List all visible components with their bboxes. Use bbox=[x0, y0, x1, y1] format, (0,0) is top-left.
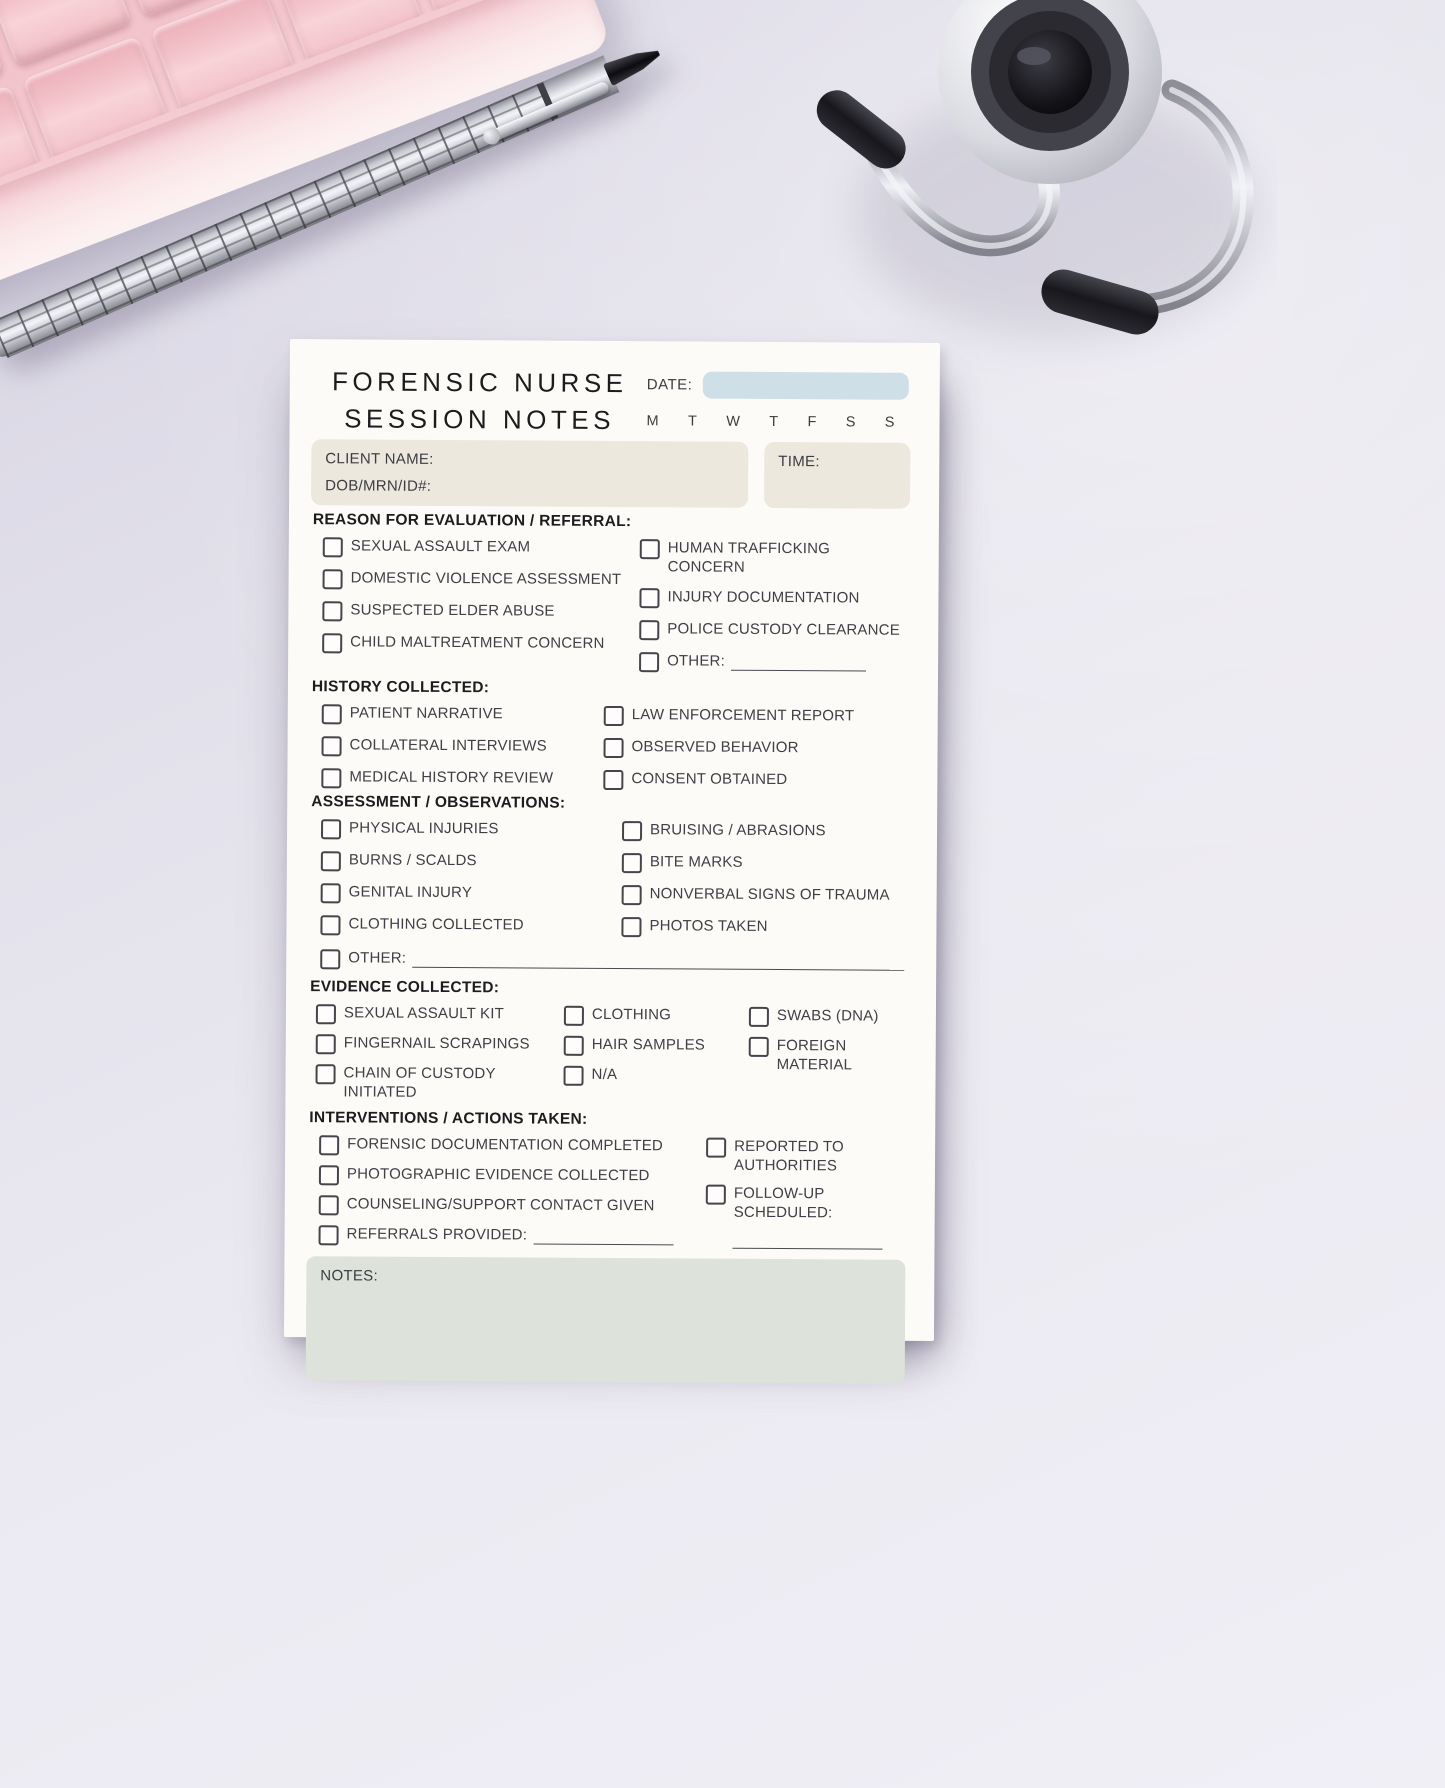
checkbox-label: HUMAN TRAFFICKING CONCERN bbox=[667, 539, 831, 576]
section-evidence bbox=[309, 978, 908, 1105]
client-info-box[interactable] bbox=[311, 439, 748, 508]
write-line[interactable] bbox=[412, 953, 904, 971]
checkbox-label: GENITAL INJURY bbox=[348, 883, 473, 902]
checkbox-label: MEDICAL HISTORY REVIEW bbox=[349, 768, 554, 787]
checkbox[interactable] bbox=[706, 1185, 726, 1205]
title-line-2: SESSION NOTES bbox=[344, 403, 616, 436]
checkbox[interactable] bbox=[639, 588, 659, 608]
time-box[interactable] bbox=[764, 442, 910, 509]
checkbox-label: PHOTOGRAPHIC EVIDENCE COLLECTED bbox=[346, 1165, 650, 1185]
checklist-column bbox=[706, 1137, 908, 1250]
checkbox-item bbox=[321, 882, 622, 905]
client-info-row bbox=[311, 439, 910, 509]
keyboard bbox=[0, 0, 612, 307]
checkbox-item bbox=[322, 735, 604, 758]
checkbox-item bbox=[622, 820, 909, 843]
checkbox-item bbox=[706, 1137, 907, 1176]
checkbox-item bbox=[621, 916, 908, 939]
checkbox[interactable] bbox=[316, 1064, 336, 1084]
checkbox-label: CLOTHING COLLECTED bbox=[348, 915, 524, 934]
checkbox-label: NONVERBAL SIGNS OF TRAUMA bbox=[649, 885, 890, 904]
checkbox[interactable] bbox=[316, 1034, 336, 1054]
date-input[interactable] bbox=[702, 372, 908, 400]
checkbox-label: DOMESTIC VIOLENCE ASSESSMENT bbox=[350, 569, 622, 589]
weekday-option-sat[interactable]: S bbox=[845, 414, 856, 431]
checkbox[interactable] bbox=[706, 1138, 726, 1158]
checkbox-label: PATIENT NARRATIVE bbox=[349, 704, 503, 723]
checkbox-item bbox=[639, 651, 910, 674]
checkbox[interactable] bbox=[322, 736, 342, 756]
checklist-column bbox=[315, 1003, 564, 1103]
checklist-column bbox=[603, 705, 910, 792]
weekday-option-mon[interactable]: M bbox=[646, 413, 659, 430]
checkbox[interactable] bbox=[321, 851, 341, 871]
title-line-1: FORENSIC NURSE bbox=[331, 366, 628, 399]
checkbox-item bbox=[322, 600, 639, 623]
checkbox-item bbox=[321, 767, 603, 790]
checkbox-item bbox=[604, 737, 910, 760]
weekday-selector bbox=[647, 413, 895, 431]
checkbox[interactable] bbox=[563, 1066, 583, 1086]
checkbox-item bbox=[316, 1033, 564, 1056]
checkbox[interactable] bbox=[321, 768, 341, 788]
checkbox-item bbox=[323, 536, 640, 559]
checkbox-item bbox=[622, 884, 909, 907]
checkbox-item bbox=[706, 1184, 907, 1223]
checkbox[interactable] bbox=[749, 1037, 769, 1057]
write-line[interactable] bbox=[533, 1230, 673, 1246]
checkbox-item bbox=[322, 703, 604, 726]
checkbox[interactable] bbox=[564, 1036, 584, 1056]
checkbox-label: LAW ENFORCEMENT REPORT bbox=[631, 706, 855, 725]
checkbox-label: CHILD MALTREATMENT CONCERN bbox=[350, 633, 605, 652]
checkbox[interactable] bbox=[320, 915, 340, 935]
pen-tip bbox=[603, 42, 664, 86]
checkbox-label: POLICE CUSTODY CLEARANCE bbox=[667, 620, 900, 639]
checkbox-label: FORENSIC DOCUMENTATION COMPLETED bbox=[347, 1135, 664, 1155]
checklist-column bbox=[320, 818, 622, 937]
checkbox-item bbox=[603, 769, 909, 792]
checkbox-item bbox=[319, 1134, 706, 1157]
checkbox[interactable] bbox=[322, 633, 342, 653]
checklist-column bbox=[319, 1134, 707, 1248]
checkbox[interactable] bbox=[639, 620, 659, 640]
checkbox-label: REPORTED TO AUTHORITIES bbox=[733, 1137, 844, 1175]
checkbox-item bbox=[320, 948, 908, 973]
checkbox-item bbox=[319, 1164, 706, 1187]
checkbox-item bbox=[639, 619, 910, 642]
weekday-option-tue[interactable]: T bbox=[687, 413, 697, 430]
checkbox-label: PHOTOS TAKEN bbox=[649, 917, 768, 935]
checkbox-label: SUSPECTED ELDER ABUSE bbox=[350, 601, 555, 620]
checkbox-label: FOREIGN MATERIAL bbox=[776, 1037, 853, 1074]
page-title bbox=[329, 363, 629, 439]
checkbox[interactable] bbox=[321, 819, 341, 839]
client-name-label: CLIENT NAME: bbox=[325, 450, 434, 468]
checkbox-label: FOLLOW-UP SCHEDULED: bbox=[733, 1184, 833, 1222]
checkbox-item bbox=[322, 632, 639, 655]
section-heading: EVIDENCE COLLECTED: bbox=[310, 978, 500, 997]
weekday-option-sun[interactable]: S bbox=[884, 414, 895, 431]
checkbox-item bbox=[563, 1065, 748, 1087]
checkbox[interactable] bbox=[639, 652, 659, 672]
checkbox[interactable] bbox=[322, 704, 342, 724]
time-label: TIME: bbox=[778, 453, 820, 471]
checkbox[interactable] bbox=[622, 885, 642, 905]
checkbox-label: PHYSICAL INJURIES bbox=[349, 819, 499, 838]
checkbox[interactable] bbox=[604, 706, 624, 726]
checkbox[interactable] bbox=[603, 770, 623, 790]
checkbox[interactable] bbox=[322, 601, 342, 621]
checkbox[interactable] bbox=[319, 1165, 339, 1185]
checkbox-item bbox=[564, 1035, 749, 1057]
checkbox[interactable] bbox=[604, 738, 624, 758]
checkbox[interactable] bbox=[321, 883, 341, 903]
client-id-label: DOB/MRN/ID#: bbox=[325, 477, 432, 495]
checkbox-label: OBSERVED BEHAVIOR bbox=[631, 738, 799, 757]
checkbox-item bbox=[604, 705, 910, 728]
checkbox-label: N/A bbox=[591, 1065, 618, 1084]
checkbox-label: CONSENT OBTAINED bbox=[631, 770, 788, 789]
section-heading: ASSESSMENT / OBSERVATIONS: bbox=[311, 793, 566, 812]
checkbox-item bbox=[316, 1003, 564, 1026]
checkbox-item bbox=[749, 1006, 908, 1028]
checkbox-item bbox=[639, 587, 910, 610]
write-line[interactable] bbox=[733, 1236, 883, 1250]
section-assessment bbox=[310, 793, 909, 973]
date-label: DATE: bbox=[646, 376, 693, 394]
stethoscope bbox=[772, 0, 1277, 385]
checkbox[interactable] bbox=[320, 949, 340, 969]
section-reason bbox=[312, 511, 911, 674]
checklist-full-row bbox=[310, 948, 908, 973]
checklist-column bbox=[748, 1006, 908, 1105]
checkbox[interactable] bbox=[564, 1006, 584, 1026]
checkbox-label: SWABS (DNA) bbox=[776, 1007, 879, 1025]
weekday-option-wed[interactable]: W bbox=[726, 413, 740, 430]
form-header bbox=[289, 339, 940, 443]
checkbox[interactable] bbox=[622, 853, 642, 873]
checkbox[interactable] bbox=[749, 1007, 769, 1027]
section-history bbox=[311, 678, 910, 792]
checkbox-item bbox=[749, 1036, 908, 1075]
checkbox[interactable] bbox=[319, 1225, 339, 1245]
checkbox-label: COUNSELING/SUPPORT CONTACT GIVEN bbox=[346, 1195, 655, 1215]
checkbox-label: CLOTHING bbox=[591, 1005, 672, 1024]
checkbox[interactable] bbox=[621, 917, 641, 937]
checkbox-item bbox=[319, 1194, 706, 1217]
checklist-column bbox=[321, 703, 604, 790]
checkbox-item bbox=[564, 1005, 749, 1027]
notes-area[interactable] bbox=[306, 1256, 906, 1384]
checkbox[interactable] bbox=[640, 539, 660, 559]
weekday-option-fri[interactable]: F bbox=[807, 414, 817, 431]
form-page bbox=[284, 339, 940, 1341]
checkbox-label: SEXUAL ASSAULT EXAM bbox=[350, 537, 531, 556]
checkbox[interactable] bbox=[323, 537, 343, 557]
checkbox-label: HAIR SAMPLES bbox=[591, 1035, 706, 1054]
checklist-column bbox=[322, 536, 640, 672]
checkbox-item bbox=[321, 818, 622, 841]
checkbox-item bbox=[622, 852, 909, 875]
write-line[interactable] bbox=[731, 656, 866, 672]
weekday-option-thu[interactable]: T bbox=[769, 413, 779, 431]
checkbox-item bbox=[321, 850, 622, 873]
checklist-column bbox=[563, 1005, 749, 1104]
checkbox-label: OTHER: bbox=[348, 949, 407, 967]
checkbox[interactable] bbox=[316, 1004, 336, 1024]
checkbox-label: REFERRALS PROVIDED: bbox=[346, 1225, 528, 1244]
checkbox-label: BRUISING / ABRASIONS bbox=[650, 821, 826, 840]
checkbox[interactable] bbox=[319, 1195, 339, 1215]
checkbox-label: FINGERNAIL SCRAPINGS bbox=[343, 1034, 530, 1053]
checkbox[interactable] bbox=[323, 569, 343, 589]
section-heading: HISTORY COLLECTED: bbox=[311, 678, 490, 697]
checklist-column bbox=[621, 820, 909, 939]
notes-label: NOTES: bbox=[320, 1267, 379, 1285]
checkbox-label: OTHER: bbox=[667, 652, 726, 670]
checkbox-label: BITE MARKS bbox=[649, 853, 743, 871]
section-heading: REASON FOR EVALUATION / REFERRAL: bbox=[312, 511, 632, 531]
section-interventions bbox=[309, 1109, 908, 1250]
checkbox-item bbox=[315, 1063, 563, 1103]
checkbox-item bbox=[640, 538, 911, 578]
date-row bbox=[647, 371, 909, 400]
checkbox-label: INJURY DOCUMENTATION bbox=[667, 588, 860, 607]
checklist-column bbox=[639, 538, 911, 674]
checkbox-label: SEXUAL ASSAULT KIT bbox=[343, 1004, 505, 1023]
checkbox-label: CHAIN OF CUSTODY INITIATED bbox=[343, 1064, 496, 1101]
checkbox[interactable] bbox=[622, 821, 642, 841]
checkbox-label: BURNS / SCALDS bbox=[348, 851, 477, 870]
checkbox[interactable] bbox=[319, 1135, 339, 1155]
section-heading: INTERVENTIONS / ACTIONS TAKEN: bbox=[309, 1109, 588, 1128]
checkbox-label: COLLATERAL INTERVIEWS bbox=[349, 736, 547, 755]
checkbox-item bbox=[320, 914, 621, 937]
checkbox-item bbox=[323, 568, 640, 591]
checkbox-item bbox=[319, 1224, 706, 1247]
